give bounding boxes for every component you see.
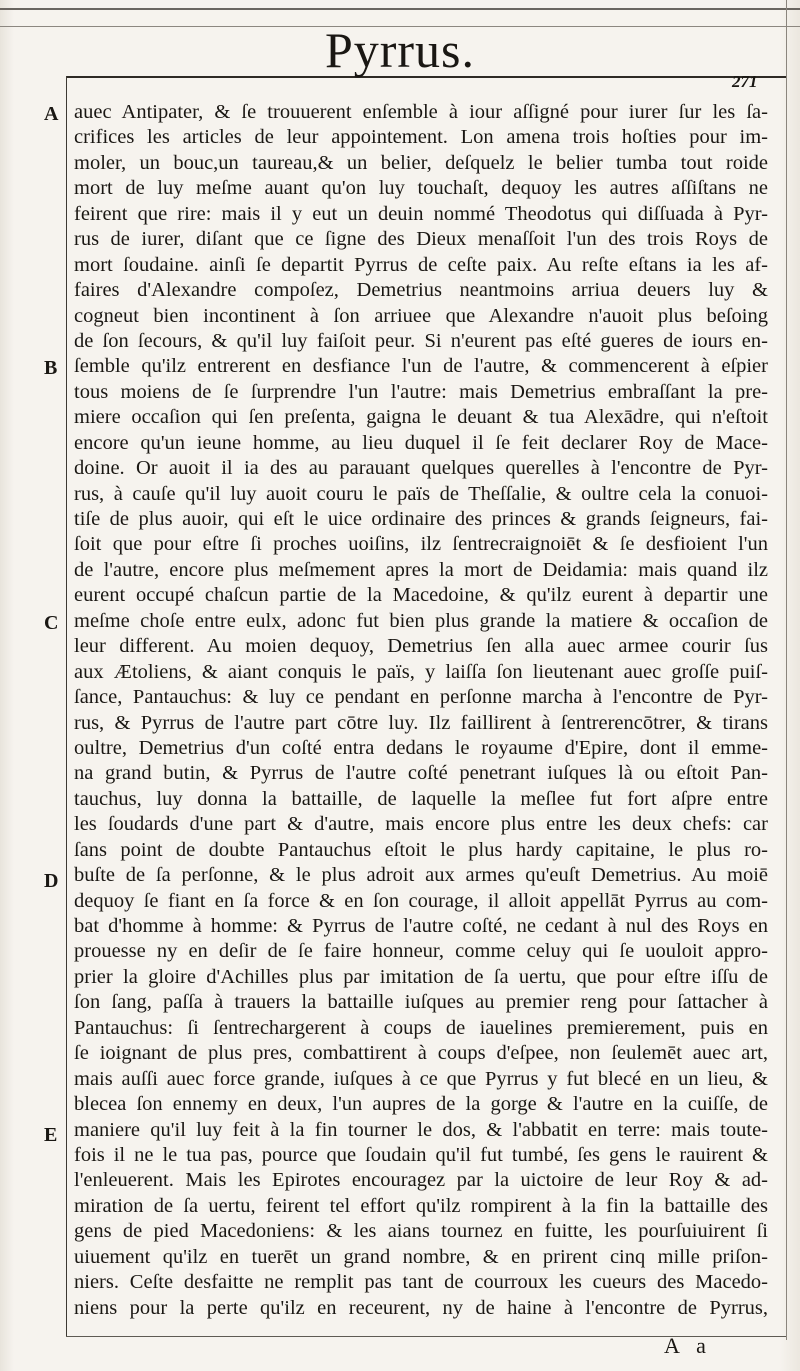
text-line: rus de iurer, diſant que ce ſigne des Dieux menaſſoit l'un des trois Roys de — [74, 228, 768, 251]
text-line: prier la gloire d'Achilles plus par imitation de ſa uertu, que pour eſtre iſſu de — [74, 965, 768, 988]
text-line: aux Ætoliens, & aiant conquis le païs, y laiſſa ſon lieutenant auec groſſe puiſ- — [74, 660, 768, 683]
text-line: miere occaſion qui ſen preſenta, gaigna le deuant & tua Alexādre, qui n'eſtoit — [74, 406, 768, 429]
page-number: 271 — [732, 72, 758, 91]
text-line: tiſe de plus auoir, qui eſt le uice ordinaire des princes & grands ſeigneurs, fai- — [74, 508, 768, 530]
text-line: miration de ſa uertu, feirent tel effort qu'ilz rompirent à la fin la battaille des — [74, 1194, 768, 1217]
text-line: meſme choſe entre eulx, adonc fut bien plus grande la matiere & occaſion de — [74, 609, 768, 632]
text-line: encore qu'un ieune homme, au lieu duquel il ſe feit declarer Roy de Mace- — [74, 431, 768, 454]
text-line: eurent occupé chaſcun partie de la Macedoine, & qu'ilz eurent à departir une — [74, 584, 768, 607]
margin-marker-d: D — [44, 870, 59, 892]
text-line: ſemble qu'ilz entrerent en desfiance l'un de l'autre, & commencerent à eſpier — [74, 355, 768, 378]
text-line: l'enleuerent. Mais les Epirotes encouragez par la uictoire de leur Roy & ad- — [74, 1169, 768, 1192]
text-line: blecea ſon ennemy en deux, l'un aupres de la gorge & l'autre en la cuiſſe, de — [74, 1093, 768, 1116]
text-line: mort ſoudaine. ainſi ſe departit Pyrrus de ceſte paix. Au reſte eſtans ia les af- — [74, 253, 768, 276]
text-line: de ſon ſecours, & qu'il luy faiſoit peur. Si n'eurent pas eſté gueres de iours en- — [74, 329, 768, 352]
running-head-title: Pyrrus. — [324, 22, 476, 78]
text-line: rus, & Pyrrus de l'autre part cōtre luy. Ilz faillirent à ſentrerencōtrer, & tirans — [74, 711, 768, 734]
text-line: dequoy ſe fiant en ſa force & en ſon courage, il alloit appellāt Pyrrus au com- — [74, 889, 768, 912]
text-line: ſoit que pour eſtre ſi proches uoiſins, ilz ſentrecraignoiēt & ſe desfioient l'un — [74, 533, 768, 556]
text-line: ſon ſang, paſſa à trauers la battaille iuſques au premier reng pour ſattacher à — [74, 991, 768, 1014]
text-line: bat d'homme à homme: & Pyrrus de l'autre coſté, ne cedant à nul des Roys en — [74, 915, 768, 937]
text-line: ſe ioignant de plus pres, combattirent à coups d'eſpee, non ſeulemēt auec art, — [74, 1042, 768, 1065]
margin-marker-c: C — [44, 612, 59, 634]
text-line: cogneut bien incontinent à ſon arriuee que Alexandre n'auoit plus beſoing — [74, 304, 768, 327]
body-text — [74, 100, 768, 1321]
text-line: Pantauchus: ſi ſentrechargerent à coups de iauelines premierement, puis en — [74, 1016, 768, 1039]
left-margin-rule — [66, 76, 67, 1336]
text-line: leur different. Au moien dequoy, Demetrius ſen alla auec armee courir ſus — [74, 635, 768, 658]
top-border-rule — [0, 8, 800, 10]
text-line: ſans point de doubte Pantauchus eſtoit le plus hardy capitaine, le plus ro- — [74, 838, 768, 861]
text-line: na grand butin, & Pyrrus de l'autre coſté penetrant iuſques là ou eſtoit Pan- — [74, 762, 768, 785]
text-line: moler, un bouc,un taureau,& un belier, deſquelz le belier tumba tout roide — [74, 151, 768, 174]
margin-marker-a: A — [44, 103, 59, 125]
margin-marker-b: B — [44, 357, 58, 379]
text-line: doine. Or auoit il ia des au parauant quelques querelles à l'encontre de Pyr- — [74, 457, 768, 480]
text-line: de l'autre, encore plus meſmement apres la mort de Deidamia: mais quand ilz — [74, 558, 768, 581]
text-line: prouesse ny en deſir de ſe faire honneur, comme celuy qui ſe uouloit appro- — [74, 940, 768, 963]
text-line: feirent que rire: mais il y eut un deuin nommé Theodotus qui diſſuada à Pyr- — [74, 202, 768, 225]
text-line: mais auſſi auec force grande, iuſques à ce que Pyrrus y fut blecé en un lieu, & — [74, 1067, 768, 1090]
signature-mark: A a — [664, 1333, 712, 1358]
margin-marker-e: E — [44, 1124, 58, 1146]
text-line: oultre, Demetrius d'un coſté entra dedans le royaume d'Epire, dont il emme- — [74, 736, 768, 759]
text-line: niens pour la perte qu'ilz en receurent, ny de haine à l'encontre de Pyrrus, — [74, 1296, 768, 1319]
text-line: uiuement qu'ilz en tuerēt un grand nombre, & en prirent cinq mille priſon- — [74, 1245, 768, 1268]
text-line: crifices les articles de leur appointement. Lon amena trois hoſties pour im- — [74, 126, 768, 149]
text-line: rus, à cauſe qu'il luy auoit couru le païs de Theſſalie, & oultre cela la conuoi- — [74, 482, 768, 505]
text-line: mort de luy meſme auant qu'on luy touchaſt, dequoy les autres aſſiſtans ne — [74, 177, 768, 200]
text-line: buſte de ſa perſonne, & le plus adroit aux armes qu'euſt Demetrius. Au moiē — [74, 864, 768, 887]
text-line: gens de pied Macedoniens: & les aians tournez en fuitte, les pourſuiuirent ſi — [74, 1220, 768, 1243]
text-line: fois il ne le tua pas, pource que ſoudain qu'il fut tumbé, ſes gens le rauirent & — [74, 1143, 768, 1166]
right-margin-rule — [786, 0, 787, 1340]
text-line: tous moiens de ſe ſurprendre l'un l'autre: mais Demetrius embraſſant la pre- — [74, 380, 768, 403]
text-line: les ſoudards d'une part & d'autre, mais encore plus entre les deux chefs: car — [74, 813, 768, 836]
text-line: ſance, Pantauchus: & luy ce pendant en perſonne marcha à l'encontre de Pyr- — [74, 686, 768, 709]
text-line: auec Antipater, & ſe trouuerent enſemble à iour aſſigné pour iurer ſur les ſa- — [74, 101, 768, 123]
text-line: niers. Ceſte desfaitte ne remplit pas tant de courroux les cueurs des Macedo- — [74, 1271, 768, 1294]
text-line: faires d'Alexandre compoſez, Demetrius neantmoins arriua deuers luy & — [74, 279, 768, 302]
text-line: maniere qu'il luy feit à la fin tourner le dos, & l'abbatit en terre: mais toute- — [74, 1118, 768, 1141]
text-line: tauchus, luy donna la battaille, de laquelle la meſlee fut fort aſpre entre — [74, 787, 768, 810]
